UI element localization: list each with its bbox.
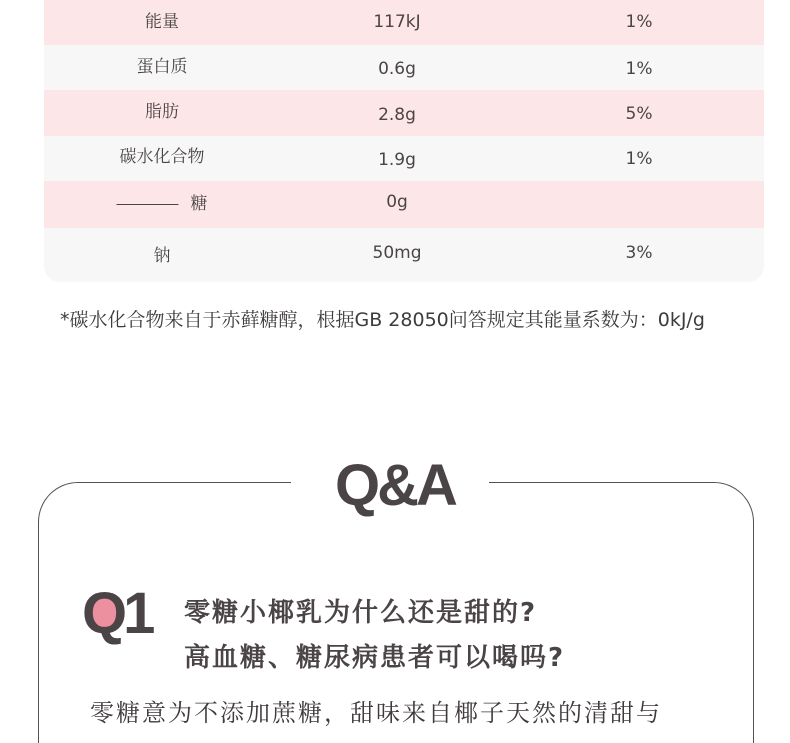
question-line-1: 零糖小椰乳为什么还是甜的? — [184, 598, 538, 628]
table-row — [44, 45, 764, 90]
qa-title: Q&A — [335, 453, 455, 518]
table-row — [44, 136, 764, 181]
question-number — [82, 582, 151, 646]
table-row — [44, 90, 764, 136]
nutrient-name: 碳水化合物 — [119, 147, 205, 167]
nutrient-name: 钠 — [153, 246, 171, 266]
nutrient-nrv: 1% — [625, 12, 653, 32]
answer-text: 零糖意为不添加蔗糖，甜味来自椰子天然的清甜与 — [90, 699, 662, 727]
nutrient-nrv: 1% — [625, 59, 653, 79]
nutrient-nrv: 3% — [625, 243, 653, 263]
table-row — [44, 228, 764, 282]
nutrient-name: 蛋白质 — [136, 57, 188, 77]
nutrient-amount: 0g — [386, 192, 408, 212]
nutrient-amount: 50mg — [372, 243, 422, 263]
sub-nutrient-name: 糖 — [117, 194, 208, 214]
nutrient-amount: 1.9g — [378, 150, 416, 170]
nutrition-table — [44, 0, 764, 282]
nutrient-nrv: 1% — [625, 149, 653, 169]
footnote: *碳水化合物来自于赤藓糖醇，根据GB 28050问答规定其能量系数为：0kJ/g — [60, 309, 705, 331]
indent-dash — [117, 204, 179, 205]
question-number-text: Q1 — [82, 581, 152, 646]
nutrient-amount: 117kJ — [373, 12, 421, 32]
table-row — [44, 0, 764, 45]
nutrient-amount: 0.6g — [378, 59, 416, 79]
nutrient-name: 能量 — [145, 12, 179, 32]
table-row — [44, 181, 764, 228]
nutrient-amount: 2.8g — [378, 105, 416, 125]
nutrient-nrv: 5% — [625, 104, 653, 124]
question-line-2: 高血糖、糖尿病患者可以喝吗? — [184, 643, 566, 673]
nutrient-name: 脂肪 — [145, 102, 179, 122]
